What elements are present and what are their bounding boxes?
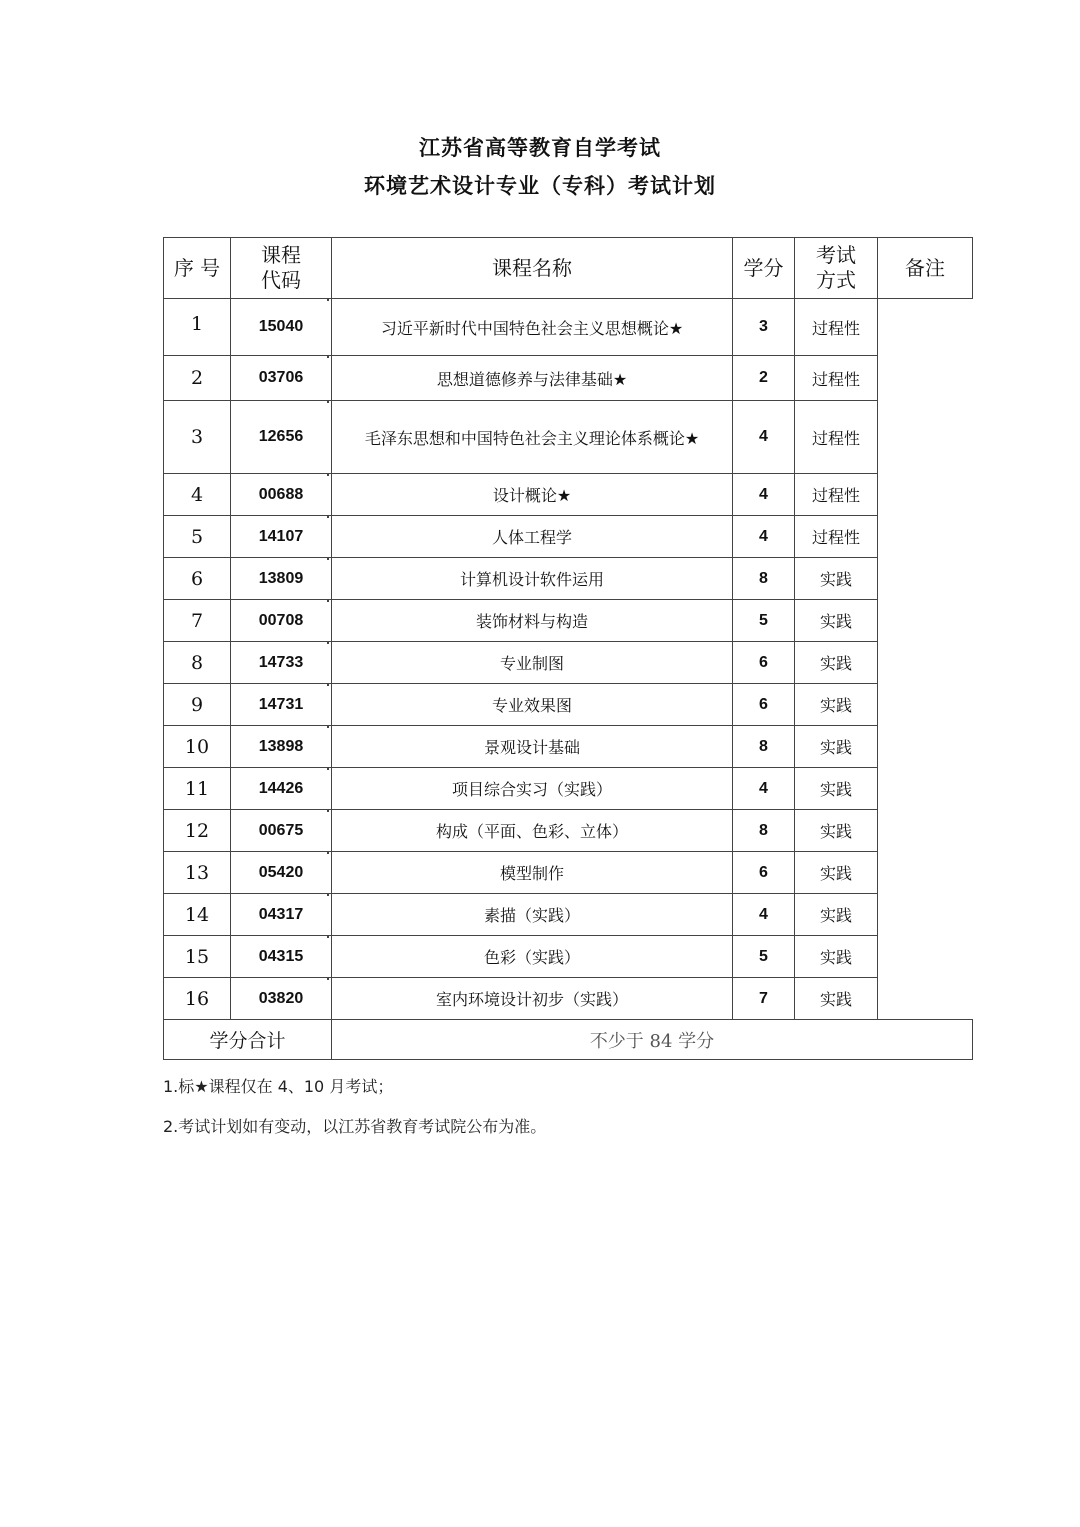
row-index: 5 [164,516,231,558]
course-code: 13809 [231,558,332,600]
course-name: 设计概论★ [332,474,733,516]
exam-mode: 过程性 [795,401,878,474]
exam-mode: 实践 [795,726,878,768]
course-code: 00675 [231,810,332,852]
header-note: 备注 [878,238,973,299]
row-index: 13 [164,852,231,894]
table-row [164,978,973,1020]
total-credits-value: 不少于 84 学分 [332,1020,973,1060]
row-index: 12 [164,810,231,852]
header-course-name: 课程名称 [332,238,733,299]
row-index: 16 [164,978,231,1020]
table-row [164,768,973,810]
course-code: 00688 [231,474,332,516]
header-index: 序 号 [164,238,231,299]
course-note [327,894,329,896]
course-credit: 5 [733,936,795,978]
course-credit: 2 [733,356,795,401]
course-credit: 4 [733,516,795,558]
course-code: 13898 [231,726,332,768]
document-title: 江苏省高等教育自学考试 [419,136,661,160]
table-row [164,642,973,684]
course-code: 03706 [231,356,332,401]
course-code: 03820 [231,978,332,1020]
table-row [164,936,973,978]
exam-mode: 过程性 [795,516,878,558]
total-row [164,1020,973,1060]
course-code: 15040 [231,299,332,356]
total-credits-label: 学分合计 [164,1020,332,1060]
row-index: 11 [164,768,231,810]
course-name: 习近平新时代中国特色社会主义思想概论★ [332,299,733,356]
footnote-1: 1.标★课程仅在 4、10 月考试； [163,1077,394,1096]
course-name: 模型制作 [332,852,733,894]
footnote-2: 2.考试计划如有变动，以江苏省教育考试院公布为准。 [163,1117,547,1136]
exam-mode: 实践 [795,852,878,894]
row-index: 14 [164,894,231,936]
exam-mode: 实践 [795,810,878,852]
exam-plan-table [163,237,973,1060]
course-name: 色彩（实践） [332,936,733,978]
course-note [327,299,329,301]
table-row [164,852,973,894]
course-credit: 4 [733,768,795,810]
row-index: 3 [164,401,231,474]
course-credit: 3 [733,299,795,356]
course-note [327,516,329,518]
table-body [164,299,973,1020]
course-credit: 6 [733,684,795,726]
row-index: 8 [164,642,231,684]
table-row [164,600,973,642]
exam-mode: 过程性 [795,356,878,401]
row-index: 7 [164,600,231,642]
course-code: 14731 [231,684,332,726]
header-credit: 学分 [733,238,795,299]
course-credit: 4 [733,894,795,936]
exam-mode: 实践 [795,642,878,684]
course-credit: 8 [733,558,795,600]
course-name: 室内环境设计初步（实践） [332,978,733,1020]
header-exam-mode-line1: 考试 [816,243,856,267]
header-course-code [231,238,332,299]
table-row [164,810,973,852]
course-note [327,401,329,403]
document-subtitle: 环境艺术设计专业（专科）考试计划 [364,174,716,198]
header-exam-mode [795,238,878,299]
course-credit: 6 [733,642,795,684]
row-index: 1 [164,299,231,356]
course-note [327,600,329,602]
table-row [164,726,973,768]
course-credit: 6 [733,852,795,894]
exam-mode: 实践 [795,558,878,600]
exam-mode: 过程性 [795,299,878,356]
course-note [327,810,329,812]
course-note [327,684,329,686]
header-course-code-line2: 代码 [261,268,301,292]
course-credit: 4 [733,474,795,516]
table-row [164,684,973,726]
course-code: 00708 [231,600,332,642]
exam-mode: 实践 [795,894,878,936]
course-note [327,474,329,476]
course-name: 人体工程学 [332,516,733,558]
course-name: 构成（平面、色彩、立体） [332,810,733,852]
exam-mode: 实践 [795,936,878,978]
course-note [327,356,329,358]
course-credit: 8 [733,810,795,852]
course-note [327,768,329,770]
table-header-row [164,238,973,299]
course-note [327,642,329,644]
course-note [327,978,329,980]
course-note [327,852,329,854]
course-name: 素描（实践） [332,894,733,936]
row-index: 9 [164,684,231,726]
course-name: 装饰材料与构造 [332,600,733,642]
course-name: 计算机设计软件运用 [332,558,733,600]
course-code: 14107 [231,516,332,558]
course-name: 思想道德修养与法律基础★ [332,356,733,401]
course-code: 05420 [231,852,332,894]
exam-mode: 实践 [795,768,878,810]
row-index: 6 [164,558,231,600]
course-name: 专业效果图 [332,684,733,726]
table-row [164,299,973,356]
row-index: 2 [164,356,231,401]
course-name: 项目综合实习（实践） [332,768,733,810]
row-index: 10 [164,726,231,768]
row-index: 15 [164,936,231,978]
course-credit: 5 [733,600,795,642]
course-name: 景观设计基础 [332,726,733,768]
course-code: 12656 [231,401,332,474]
course-note [327,726,329,728]
course-credit: 8 [733,726,795,768]
row-index: 4 [164,474,231,516]
course-name: 毛泽东思想和中国特色社会主义理论体系概论★ [332,401,733,474]
course-code: 14426 [231,768,332,810]
exam-mode: 过程性 [795,474,878,516]
exam-mode: 实践 [795,978,878,1020]
exam-mode: 实践 [795,600,878,642]
table-row [164,401,973,474]
course-code: 04315 [231,936,332,978]
course-credit: 4 [733,401,795,474]
table-row [164,894,973,936]
header-exam-mode-line2: 方式 [816,268,856,292]
course-code: 04317 [231,894,332,936]
course-note [327,558,329,560]
course-note [327,936,329,938]
table-row [164,558,973,600]
table-row [164,516,973,558]
table-row [164,356,973,401]
table-row [164,474,973,516]
header-course-code-line1: 课程 [261,243,301,267]
course-code: 14733 [231,642,332,684]
exam-mode: 实践 [795,684,878,726]
course-name: 专业制图 [332,642,733,684]
course-credit: 7 [733,978,795,1020]
